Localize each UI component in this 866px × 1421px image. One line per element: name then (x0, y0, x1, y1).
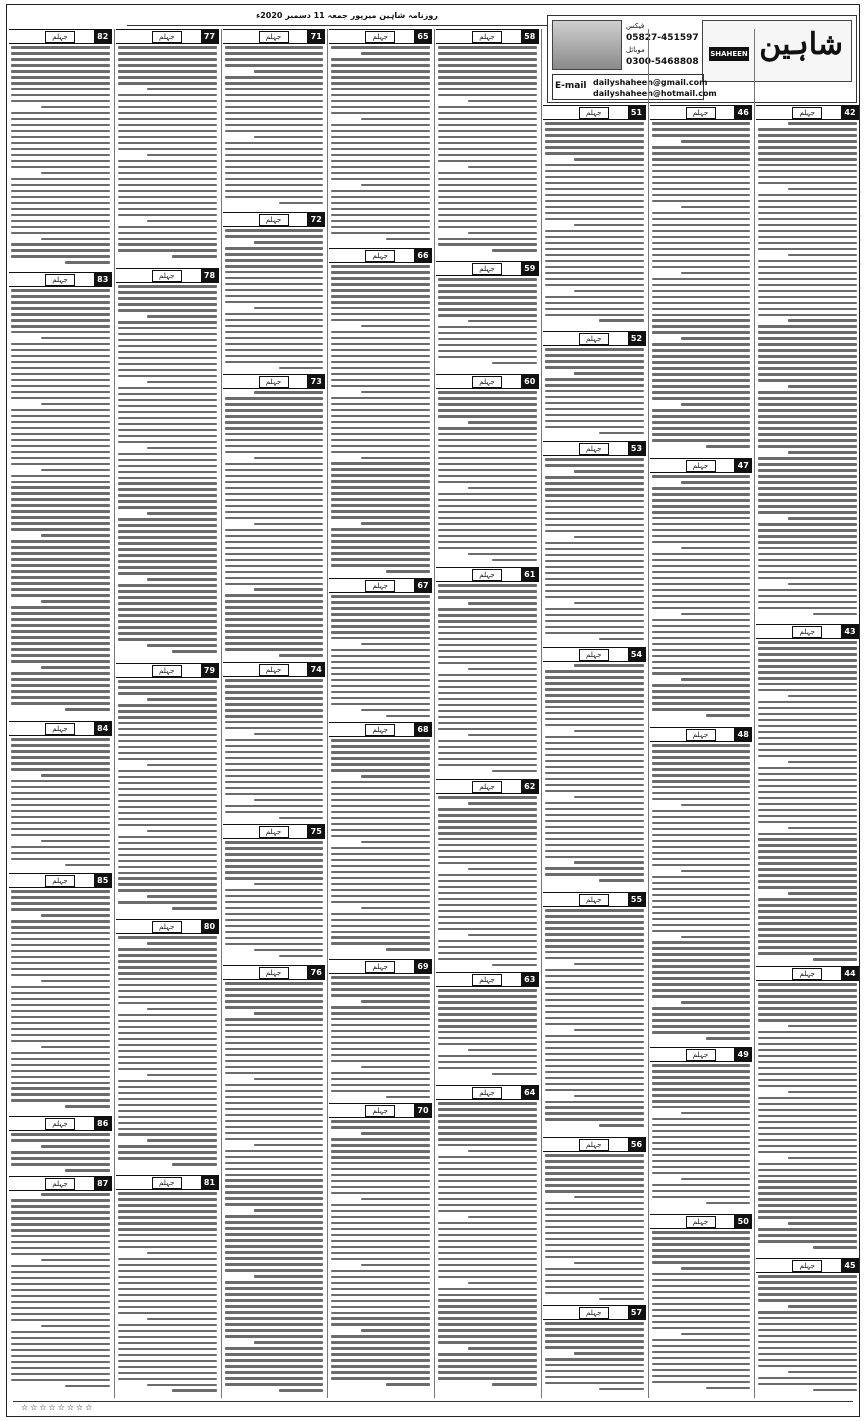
article-kicker: جہلم (792, 1260, 822, 1272)
article-number: 52 (628, 332, 646, 346)
logo-urdu: شاہین (759, 27, 843, 62)
article-header (116, 663, 219, 678)
article-body (11, 1133, 110, 1175)
article-57 (543, 1305, 646, 1396)
article-header (543, 647, 646, 662)
article-kicker: جہلم (259, 214, 289, 226)
article-75 (223, 824, 326, 965)
article-header (756, 966, 859, 981)
email-secondary: dailyshaheen@hotmail.com (593, 89, 717, 98)
article-number: 72 (307, 213, 325, 227)
article-body (11, 46, 110, 271)
article-body (652, 475, 751, 726)
article-43 (756, 624, 859, 966)
article-kicker: جہلم (792, 968, 822, 980)
article-66 (329, 248, 432, 578)
article-kicker: جہلم (45, 875, 75, 887)
article-body (225, 982, 324, 1399)
article-kicker: جہلم (472, 376, 502, 388)
article-44 (756, 966, 859, 1258)
article-body (331, 1120, 430, 1395)
article-header (116, 29, 219, 44)
article-header (436, 567, 539, 582)
article-header (329, 578, 432, 593)
article-61 (436, 567, 539, 779)
article-number: 42 (841, 106, 859, 120)
article-body (331, 595, 430, 721)
article-header (116, 1175, 219, 1190)
article-kicker: جہلم (792, 626, 822, 638)
article-85 (9, 873, 112, 1116)
article-56 (543, 1137, 646, 1305)
article-number: 53 (628, 442, 646, 456)
article-number: 84 (94, 722, 112, 736)
article-body (545, 664, 644, 891)
article-body (652, 1064, 751, 1213)
article-header (223, 374, 326, 389)
article-body (438, 46, 537, 260)
article-kicker: جہلم (259, 967, 289, 979)
article-number: 57 (628, 1306, 646, 1320)
article-number: 46 (734, 106, 752, 120)
column-c7 (116, 29, 219, 1398)
article-kicker: جہلم (472, 781, 502, 793)
mobile-label: موبائل (626, 46, 645, 54)
article-body (11, 890, 110, 1115)
article-body (438, 1102, 537, 1395)
article-kicker: جہلم (365, 250, 395, 262)
article-header (436, 972, 539, 987)
article-body (438, 796, 537, 971)
article-number: 75 (307, 825, 325, 839)
column-c6 (223, 29, 326, 1398)
article-body (11, 738, 110, 872)
article-number: 86 (94, 1117, 112, 1131)
fax-label: فیکس (626, 22, 645, 30)
article-header (9, 272, 112, 287)
article-number: 82 (94, 30, 112, 44)
article-68 (329, 722, 432, 959)
column-c8 (9, 29, 112, 1398)
logo-english: SHAHEEN (709, 47, 749, 61)
article-body (118, 1192, 217, 1396)
article-header (756, 1258, 859, 1273)
article-header (329, 1103, 432, 1118)
article-body (11, 1193, 110, 1395)
article-45 (756, 1258, 859, 1399)
article-number: 62 (521, 780, 539, 794)
article-84 (9, 721, 112, 873)
article-header (756, 105, 859, 120)
article-79 (116, 663, 219, 919)
article-87 (9, 1176, 112, 1396)
article-83 (9, 272, 112, 721)
dateline-rule (127, 25, 547, 26)
article-kicker: جہلم (579, 333, 609, 345)
column-c4 (436, 29, 539, 1398)
article-body (11, 289, 110, 720)
article-body (652, 1231, 751, 1397)
article-number: 63 (521, 973, 539, 987)
article-number: 78 (201, 269, 219, 283)
article-kicker: جہلم (259, 826, 289, 838)
article-52 (543, 331, 646, 441)
article-header (650, 1047, 753, 1062)
article-51 (543, 105, 646, 331)
article-kicker: جہلم (365, 580, 395, 592)
article-kicker: جہلم (45, 274, 75, 286)
article-63 (436, 972, 539, 1085)
article-header (223, 662, 326, 677)
article-body (225, 841, 324, 964)
article-body (331, 46, 430, 247)
article-70 (329, 1103, 432, 1396)
article-number: 45 (841, 1259, 859, 1273)
article-header (223, 965, 326, 980)
article-number: 87 (94, 1177, 112, 1191)
article-number: 69 (414, 960, 432, 974)
article-number: 85 (94, 874, 112, 888)
article-header (329, 959, 432, 974)
article-kicker: جہلم (45, 1118, 75, 1130)
article-number: 79 (201, 664, 219, 678)
column-c2 (650, 29, 753, 1398)
article-body (331, 976, 430, 1102)
article-header (223, 29, 326, 44)
article-number: 49 (734, 1048, 752, 1062)
article-body (652, 122, 751, 457)
article-67 (329, 578, 432, 722)
article-64 (436, 1085, 539, 1396)
article-kicker: جہلم (152, 921, 182, 933)
article-number: 55 (628, 893, 646, 907)
article-number: 74 (307, 663, 325, 677)
article-77 (116, 29, 219, 268)
article-number: 64 (521, 1086, 539, 1100)
article-number: 51 (628, 106, 646, 120)
column-separator (114, 29, 115, 1398)
article-body (118, 285, 217, 662)
article-body (545, 122, 644, 330)
article-header (543, 1305, 646, 1320)
article-body (545, 348, 644, 440)
article-number: 77 (201, 30, 219, 44)
article-body (438, 989, 537, 1084)
article-54 (543, 647, 646, 892)
article-kicker: جہلم (152, 665, 182, 677)
article-body (545, 458, 644, 646)
article-body (225, 391, 324, 661)
article-kicker: جہلم (579, 894, 609, 906)
article-header (436, 261, 539, 276)
article-number: 70 (414, 1104, 432, 1118)
article-kicker: جہلم (472, 1087, 502, 1099)
article-48 (650, 727, 753, 1047)
article-47 (650, 458, 753, 727)
article-header (436, 779, 539, 794)
article-73 (223, 374, 326, 662)
article-number: 60 (521, 375, 539, 389)
article-kicker: جہلم (365, 1105, 395, 1117)
article-kicker: جہلم (579, 649, 609, 661)
article-kicker: جہلم (259, 664, 289, 676)
article-body (545, 1322, 644, 1395)
article-kicker: جہلم (792, 107, 822, 119)
article-header (9, 1176, 112, 1191)
article-81 (116, 1175, 219, 1397)
article-kicker: جہلم (472, 31, 502, 43)
column-separator (434, 29, 435, 1398)
article-80 (116, 919, 219, 1175)
article-header (9, 873, 112, 888)
article-65 (329, 29, 432, 248)
article-72 (223, 212, 326, 374)
column-c5 (329, 29, 432, 1398)
article-number: 68 (414, 723, 432, 737)
article-number: 44 (841, 967, 859, 981)
article-49 (650, 1047, 753, 1214)
article-number: 48 (734, 728, 752, 742)
article-number: 58 (521, 30, 539, 44)
article-53 (543, 441, 646, 647)
article-number: 71 (307, 30, 325, 44)
article-71 (223, 29, 326, 212)
article-kicker: جہلم (686, 1216, 716, 1228)
article-body (438, 391, 537, 566)
footer-rule (13, 1401, 853, 1402)
article-number: 80 (201, 920, 219, 934)
article-kicker: جہلم (152, 1177, 182, 1189)
article-header (9, 29, 112, 44)
column-c3 (543, 29, 646, 1398)
article-header (543, 441, 646, 456)
article-header (543, 331, 646, 346)
article-body (225, 679, 324, 823)
column-separator (754, 29, 755, 1398)
article-42 (756, 105, 859, 624)
article-header (756, 624, 859, 639)
article-kicker: جہلم (45, 31, 75, 43)
article-body (118, 936, 217, 1174)
article-body (438, 584, 537, 778)
email-primary: dailyshaheen@gmail.com (593, 78, 708, 87)
article-number: 47 (734, 459, 752, 473)
article-kicker: جہلم (686, 460, 716, 472)
article-number: 59 (521, 262, 539, 276)
column-separator (221, 29, 222, 1398)
article-number: 65 (414, 30, 432, 44)
email-label: E-mail (555, 81, 587, 91)
footer-stars: ☆☆☆☆☆☆☆☆ (21, 1403, 95, 1412)
article-69 (329, 959, 432, 1103)
article-number: 54 (628, 648, 646, 662)
article-kicker: جہلم (472, 974, 502, 986)
article-86 (9, 1116, 112, 1176)
article-kicker: جہلم (365, 31, 395, 43)
article-body (652, 744, 751, 1046)
article-body (331, 739, 430, 958)
article-header (223, 824, 326, 839)
article-body (118, 680, 217, 918)
article-kicker: جہلم (686, 1049, 716, 1061)
article-82 (9, 29, 112, 272)
article-kicker: جہلم (152, 31, 182, 43)
article-kicker: جہلم (472, 263, 502, 275)
article-59 (436, 261, 539, 374)
article-kicker: جہلم (579, 443, 609, 455)
article-header (436, 1085, 539, 1100)
article-header (650, 458, 753, 473)
article-header (436, 374, 539, 389)
article-body (758, 983, 857, 1257)
article-header (223, 212, 326, 227)
article-46 (650, 105, 753, 458)
article-number: 61 (521, 568, 539, 582)
newspaper-page (6, 4, 860, 1417)
article-76 (223, 965, 326, 1400)
article-kicker: جہلم (686, 729, 716, 741)
article-kicker: جہلم (472, 569, 502, 581)
article-kicker: جہلم (579, 107, 609, 119)
article-kicker: جہلم (365, 961, 395, 973)
article-number: 73 (307, 375, 325, 389)
article-header (436, 29, 539, 44)
article-body (758, 1275, 857, 1398)
article-74 (223, 662, 326, 824)
article-number: 67 (414, 579, 432, 593)
article-number: 81 (201, 1176, 219, 1190)
article-header (9, 721, 112, 736)
article-body (758, 641, 857, 965)
article-header (329, 722, 432, 737)
article-58 (436, 29, 539, 261)
article-kicker: جہلم (259, 31, 289, 43)
article-header (116, 268, 219, 283)
article-body (758, 122, 857, 623)
article-header (650, 1214, 753, 1229)
article-header (9, 1116, 112, 1131)
article-kicker: جہلم (152, 270, 182, 282)
article-55 (543, 892, 646, 1137)
column-separator (541, 29, 542, 1398)
article-body (225, 46, 324, 211)
fax-number: 05827-451597 (626, 33, 699, 43)
article-50 (650, 1214, 753, 1398)
article-body (545, 909, 644, 1136)
article-header (116, 919, 219, 934)
article-header (650, 105, 753, 120)
article-body (225, 229, 324, 373)
article-body (438, 278, 537, 373)
article-body (331, 265, 430, 577)
article-kicker: جہلم (259, 376, 289, 388)
mobile-number: 0300-5468808 (626, 57, 699, 67)
article-60 (436, 374, 539, 567)
column-c1 (756, 29, 859, 1398)
article-body (545, 1154, 644, 1304)
article-kicker: جہلم (365, 724, 395, 736)
article-number: 66 (414, 249, 432, 263)
article-header (329, 248, 432, 263)
dateline: روزنامہ شاہین میرپور جمعہ 11 دسمبر 2020ء (256, 11, 438, 20)
article-kicker: جہلم (45, 723, 75, 735)
article-number: 56 (628, 1138, 646, 1152)
article-62 (436, 779, 539, 972)
article-header (650, 727, 753, 742)
article-kicker: جہلم (686, 107, 716, 119)
article-header (543, 1137, 646, 1152)
article-header (543, 105, 646, 120)
article-body (118, 46, 217, 267)
article-number: 76 (307, 966, 325, 980)
article-kicker: جہلم (45, 1178, 75, 1190)
article-kicker: جہلم (579, 1307, 609, 1319)
article-number: 43 (841, 625, 859, 639)
article-header (543, 892, 646, 907)
article-number: 83 (94, 273, 112, 287)
column-separator (648, 29, 649, 1398)
article-header (329, 29, 432, 44)
article-number: 50 (734, 1215, 752, 1229)
article-kicker: جہلم (579, 1139, 609, 1151)
column-separator (327, 29, 328, 1398)
article-78 (116, 268, 219, 663)
